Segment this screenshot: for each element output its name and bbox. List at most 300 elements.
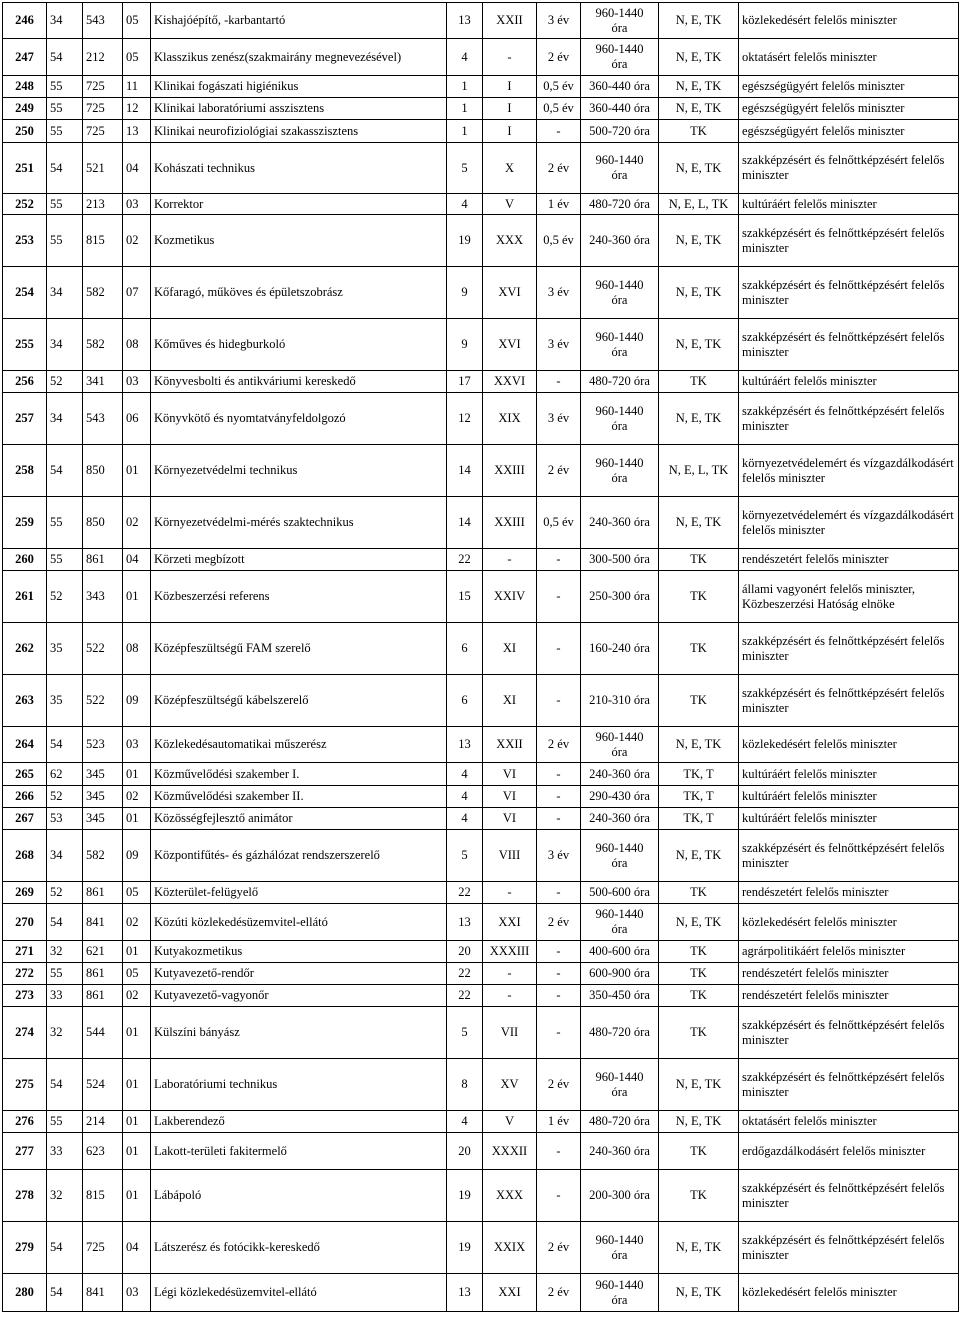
qualification-name: Klasszikus zenész(szakmairány megnevezésével) [154,49,402,64]
training-forms-cell [659,371,739,393]
table-row [3,76,959,98]
sector-roman-cell [483,1007,537,1059]
code-part-2: 725 [86,1240,105,1254]
qualification-name-cell [151,1170,447,1222]
level-number: 4 [461,49,468,64]
sector-roman: XXIII [494,515,525,529]
level-number: 20 [458,1143,471,1158]
code-part-2: 544 [86,1025,105,1039]
training-forms-cell [659,808,739,830]
row-number-cell [3,445,47,497]
duration: 2 év [547,914,570,929]
code-part-1-cell [47,941,83,963]
level-number-cell [447,985,483,1007]
responsible-ministry: egészségügyért felelős miniszter [742,79,905,93]
code-part-3-cell [123,3,151,39]
duration: - [556,552,561,566]
table-row [3,98,959,120]
training-forms-cell [659,675,739,727]
sector-roman-cell [483,120,537,143]
row-number-cell [3,3,47,39]
code-part-2-cell [83,371,123,393]
sector-roman-cell [483,1170,537,1222]
code-part-1: 54 [50,914,63,929]
row-number-cell [3,1133,47,1170]
hours-range: 960-1440 óra [595,1232,644,1262]
hours-range-cell [581,1007,659,1059]
row-number-cell [3,497,47,549]
table-body [3,3,959,1312]
qualification-name-cell [151,445,447,497]
level-number: 4 [461,766,468,781]
qualification-name: Külszíni bányász [154,1025,240,1039]
code-part-2: 841 [86,1285,105,1299]
sector-roman-cell [483,76,537,98]
qualification-name-cell [151,143,447,194]
code-part-1-cell [47,1111,83,1133]
table-row [3,319,959,371]
qualification-name: Könyvkötő és nyomtatványfeldolgozó [154,411,346,425]
training-forms-cell [659,1222,739,1274]
training-forms: N, E, TK [675,737,722,751]
responsible-ministry: környezetvédelemért és vízgazdálkodásért felelős miniszter [742,455,954,485]
code-part-2-cell [83,267,123,319]
hours-range-cell [581,98,659,120]
responsible-ministry-cell [739,120,959,143]
sector-roman: XXX [495,233,524,247]
code-part-2-cell [83,194,123,215]
code-part-2-cell [83,1059,123,1111]
duration-cell [537,963,581,985]
code-part-1: 34 [50,848,63,862]
qualification-name: Körzeti megbízott [154,552,245,566]
row-number-cell [3,675,47,727]
qualification-name-cell [151,623,447,675]
code-part-3: 12 [126,101,139,115]
code-part-3: 02 [126,233,139,247]
duration: 2 év [547,1077,570,1091]
duration-cell [537,786,581,808]
level-number-cell [447,445,483,497]
table-row [3,143,959,194]
row-number: 247 [15,49,34,64]
sector-roman: XI [502,693,517,707]
code-part-2-cell [83,571,123,623]
hours-range: 960-1440 óra [595,329,644,359]
hours-range: 960-1440 óra [595,907,644,936]
row-number-cell [3,571,47,623]
level-number-cell [447,941,483,963]
code-part-3-cell [123,120,151,143]
table-row [3,763,959,786]
code-part-1-cell [47,497,83,549]
code-part-3: 01 [126,589,139,603]
code-part-1-cell [47,120,83,143]
hours-range: 480-720 óra [589,196,650,211]
responsible-ministry-cell [739,3,959,39]
row-number-cell [3,786,47,808]
qualification-name-cell [151,963,447,985]
level-number: 5 [461,160,468,175]
code-part-3: 01 [126,944,139,958]
code-part-1: 62 [50,766,63,781]
code-part-1-cell [47,571,83,623]
training-forms: TK [690,589,707,603]
code-part-2: 213 [86,196,105,211]
sector-roman-cell [483,393,537,445]
sector-roman-cell [483,194,537,215]
duration: 0,5 év [543,515,574,529]
training-forms-cell [659,882,739,904]
training-forms: TK [690,988,707,1002]
responsible-ministry: szakképzésért és felnőttképzésért felelős miniszter [742,153,945,182]
sector-roman: VI [502,811,517,825]
training-forms: TK [690,1188,707,1202]
hours-range-cell [581,763,659,786]
code-part-2-cell [83,319,123,371]
level-number-cell [447,786,483,808]
code-part-1-cell [47,727,83,763]
hours-range-cell [581,623,659,675]
sector-roman: VII [500,1025,519,1039]
code-part-1: 34 [50,13,63,27]
table-row [3,1111,959,1133]
code-part-1: 55 [50,515,63,529]
qualification-name-cell [151,267,447,319]
code-part-3: 02 [126,789,139,803]
qualification-name-cell [151,1133,447,1170]
level-number: 13 [458,1285,471,1299]
training-forms-cell [659,76,739,98]
code-part-3-cell [123,194,151,215]
row-number: 257 [15,411,34,425]
duration: 1 év [547,1114,570,1128]
table-row [3,1170,959,1222]
row-number-cell [3,194,47,215]
code-part-3: 03 [126,196,139,211]
duration: 0,5 év [543,233,574,247]
code-part-3-cell [123,985,151,1007]
training-forms: N, E, TK [675,1285,722,1299]
code-part-2-cell [83,786,123,808]
training-forms: N, E, L, TK [668,463,729,477]
row-number-cell [3,371,47,393]
code-part-2: 522 [86,641,105,655]
responsible-ministry-cell [739,763,959,786]
code-part-1: 52 [50,589,63,603]
level-number-cell [447,39,483,76]
responsible-ministry: közlekedésért felelős miniszter [742,737,897,751]
code-part-3-cell [123,882,151,904]
responsible-ministry: szakképzésért és felnőttképzésért felelős miniszter [742,685,945,715]
training-forms-cell [659,763,739,786]
code-part-2-cell [83,963,123,985]
hours-range: 240-360 óra [589,766,650,781]
code-part-3-cell [123,1059,151,1111]
responsible-ministry: közlekedésért felelős miniszter [742,914,897,929]
code-part-3-cell [123,215,151,267]
duration-cell [537,549,581,571]
code-part-2-cell [83,985,123,1007]
table-row [3,267,959,319]
qualification-name: Középfeszültségű kábelszerelő [154,693,309,707]
duration-cell [537,1059,581,1111]
responsible-ministry: egészségügyért felelős miniszter [742,123,905,138]
code-part-1: 52 [50,789,63,803]
code-part-2-cell [83,808,123,830]
row-number: 276 [15,1114,34,1128]
code-part-1: 54 [50,49,63,64]
row-number-cell [3,1222,47,1274]
responsible-ministry-cell [739,1007,959,1059]
row-number: 277 [15,1143,34,1158]
duration-cell [537,571,581,623]
qualification-name-cell [151,571,447,623]
code-part-2: 725 [86,79,105,93]
table-row [3,393,959,445]
responsible-ministry-cell [739,76,959,98]
duration: 2 év [547,160,570,175]
level-number-cell [447,497,483,549]
duration-cell [537,675,581,727]
table-row [3,882,959,904]
row-number: 265 [15,766,34,781]
training-forms: TK [690,123,707,138]
sector-roman: XXI [498,1285,521,1299]
code-part-1-cell [47,1059,83,1111]
code-part-2-cell [83,675,123,727]
code-part-2: 861 [86,966,105,980]
code-part-2: 861 [86,552,105,566]
level-number-cell [447,143,483,194]
code-part-2: 345 [86,766,105,781]
qualification-name: Közösségfejlesztő animátor [154,811,293,825]
sector-roman-cell [483,763,537,786]
sector-roman-cell [483,319,537,371]
sector-roman-cell [483,786,537,808]
code-part-3: 05 [126,13,139,27]
table-row [3,941,959,963]
code-part-3: 01 [126,1025,139,1039]
responsible-ministry-cell [739,98,959,120]
qualification-name: Látszerész és fotócikk-kereskedő [154,1240,320,1254]
level-number: 1 [461,101,468,115]
duration: 2 év [547,1240,570,1254]
hours-range-cell [581,319,659,371]
sector-roman-cell [483,1274,537,1312]
responsible-ministry: kultúráért felelős miniszter [742,789,877,803]
code-part-2-cell [83,1007,123,1059]
code-part-1: 52 [50,374,63,388]
code-part-3-cell [123,1111,151,1133]
duration: 0,5 év [543,101,574,115]
hours-range-cell [581,1111,659,1133]
code-part-3-cell [123,963,151,985]
qualification-name-cell [151,393,447,445]
qualification-name: Közúti közlekedésüzemvitel-ellátó [154,914,328,929]
hours-range-cell [581,808,659,830]
sector-roman: XXXIII [489,944,530,958]
code-part-2-cell [83,39,123,76]
hours-range-cell [581,882,659,904]
code-part-3: 09 [126,693,139,707]
hours-range: 290-430 óra [589,789,650,803]
qualification-name-cell [151,39,447,76]
sector-roman-cell [483,371,537,393]
qualification-name-cell [151,786,447,808]
row-number-cell [3,882,47,904]
row-number: 246 [15,13,34,27]
code-part-1-cell [47,371,83,393]
row-number-cell [3,1059,47,1111]
code-part-3: 09 [126,848,139,862]
responsible-ministry-cell [739,786,959,808]
table-row [3,727,959,763]
table-row [3,808,959,830]
responsible-ministry-cell [739,985,959,1007]
hours-range-cell [581,497,659,549]
code-part-1-cell [47,882,83,904]
duration-cell [537,393,581,445]
code-part-1-cell [47,1222,83,1274]
row-number-cell [3,549,47,571]
hours-range-cell [581,143,659,194]
row-number: 258 [15,463,34,477]
code-part-1: 55 [50,79,63,93]
duration: - [556,589,561,603]
qualification-name: Kutyavezető-vagyonőr [154,988,269,1002]
level-number: 19 [458,233,471,247]
table-row [3,1222,959,1274]
code-part-2-cell [83,1274,123,1312]
level-number: 15 [458,589,471,603]
responsible-ministry-cell [739,623,959,675]
sector-roman: XXIV [493,589,526,603]
row-number-cell [3,120,47,143]
code-part-2-cell [83,1170,123,1222]
row-number-cell [3,963,47,985]
row-number-cell [3,267,47,319]
hours-range-cell [581,963,659,985]
level-number-cell [447,549,483,571]
level-number-cell [447,1274,483,1312]
qualification-name: Kőműves és hidegburkoló [154,337,286,351]
duration: 2 év [547,463,570,477]
code-part-1: 53 [50,811,63,825]
code-part-3: 01 [126,1114,139,1128]
responsible-ministry-cell [739,1111,959,1133]
training-forms-cell [659,830,739,882]
row-number: 279 [15,1240,34,1254]
duration: - [556,1188,561,1202]
duration: - [556,1025,561,1039]
code-part-1-cell [47,549,83,571]
qualification-name: Kutyavezető-rendőr [154,966,254,980]
code-part-1-cell [47,1007,83,1059]
responsible-ministry: szakképzésért és felnőttképzésért felelős miniszter [742,840,945,870]
sector-roman: XXIII [494,463,525,477]
code-part-3: 11 [126,79,139,93]
hours-range: 960-1440 óra [595,840,644,870]
code-part-1: 55 [50,1114,63,1128]
responsible-ministry-cell [739,267,959,319]
sector-roman: V [504,196,515,211]
code-part-3: 03 [126,737,139,751]
row-number-cell [3,1007,47,1059]
qualifications-table [2,2,959,1312]
duration-cell [537,319,581,371]
row-number-cell [3,39,47,76]
sector-roman-cell [483,904,537,941]
code-part-2-cell [83,882,123,904]
duration: - [556,885,561,899]
code-part-3-cell [123,1170,151,1222]
level-number: 5 [461,1025,468,1039]
duration: - [556,789,561,803]
responsible-ministry-cell [739,963,959,985]
sector-roman: - [507,885,512,899]
level-number: 9 [461,285,468,299]
code-part-3-cell [123,319,151,371]
row-number: 251 [15,160,34,175]
hours-range: 480-720 óra [589,374,650,388]
responsible-ministry: szakképzésért és felnőttképzésért felelős miniszter [742,329,945,359]
level-number-cell [447,1059,483,1111]
level-number-cell [447,194,483,215]
hours-range: 480-720 óra [589,1025,650,1039]
sector-roman: V [504,1114,515,1128]
hours-range: 300-500 óra [589,552,650,566]
code-part-1-cell [47,808,83,830]
code-part-3: 02 [126,914,139,929]
level-number: 13 [458,914,471,929]
row-number: 262 [15,641,34,655]
sector-roman-cell [483,1222,537,1274]
code-part-2-cell [83,1133,123,1170]
training-forms-cell [659,3,739,39]
code-part-3-cell [123,267,151,319]
training-forms: N, E, TK [675,285,722,299]
responsible-ministry-cell [739,941,959,963]
hours-range-cell [581,985,659,1007]
code-part-1-cell [47,1170,83,1222]
code-part-1-cell [47,985,83,1007]
code-part-3-cell [123,1222,151,1274]
duration-cell [537,3,581,39]
qualification-name: Korrektor [154,196,204,211]
duration-cell [537,120,581,143]
sector-roman-cell [483,941,537,963]
hours-range-cell [581,571,659,623]
table-row [3,571,959,623]
level-number: 1 [461,79,468,93]
training-forms: TK [690,966,707,980]
code-part-3-cell [123,371,151,393]
code-part-1-cell [47,623,83,675]
hours-range-cell [581,1059,659,1111]
qualification-name-cell [151,371,447,393]
code-part-2: 621 [86,944,105,958]
responsible-ministry: közlekedésért felelős miniszter [742,1285,897,1299]
qualification-name: Központifűtés- és gázhálózat rendszerszerelő [154,848,380,862]
table-row [3,985,959,1007]
sector-roman-cell [483,963,537,985]
code-part-1-cell [47,215,83,267]
code-part-1-cell [47,1133,83,1170]
training-forms-cell [659,1007,739,1059]
hours-range-cell [581,549,659,571]
row-number: 263 [15,693,34,707]
